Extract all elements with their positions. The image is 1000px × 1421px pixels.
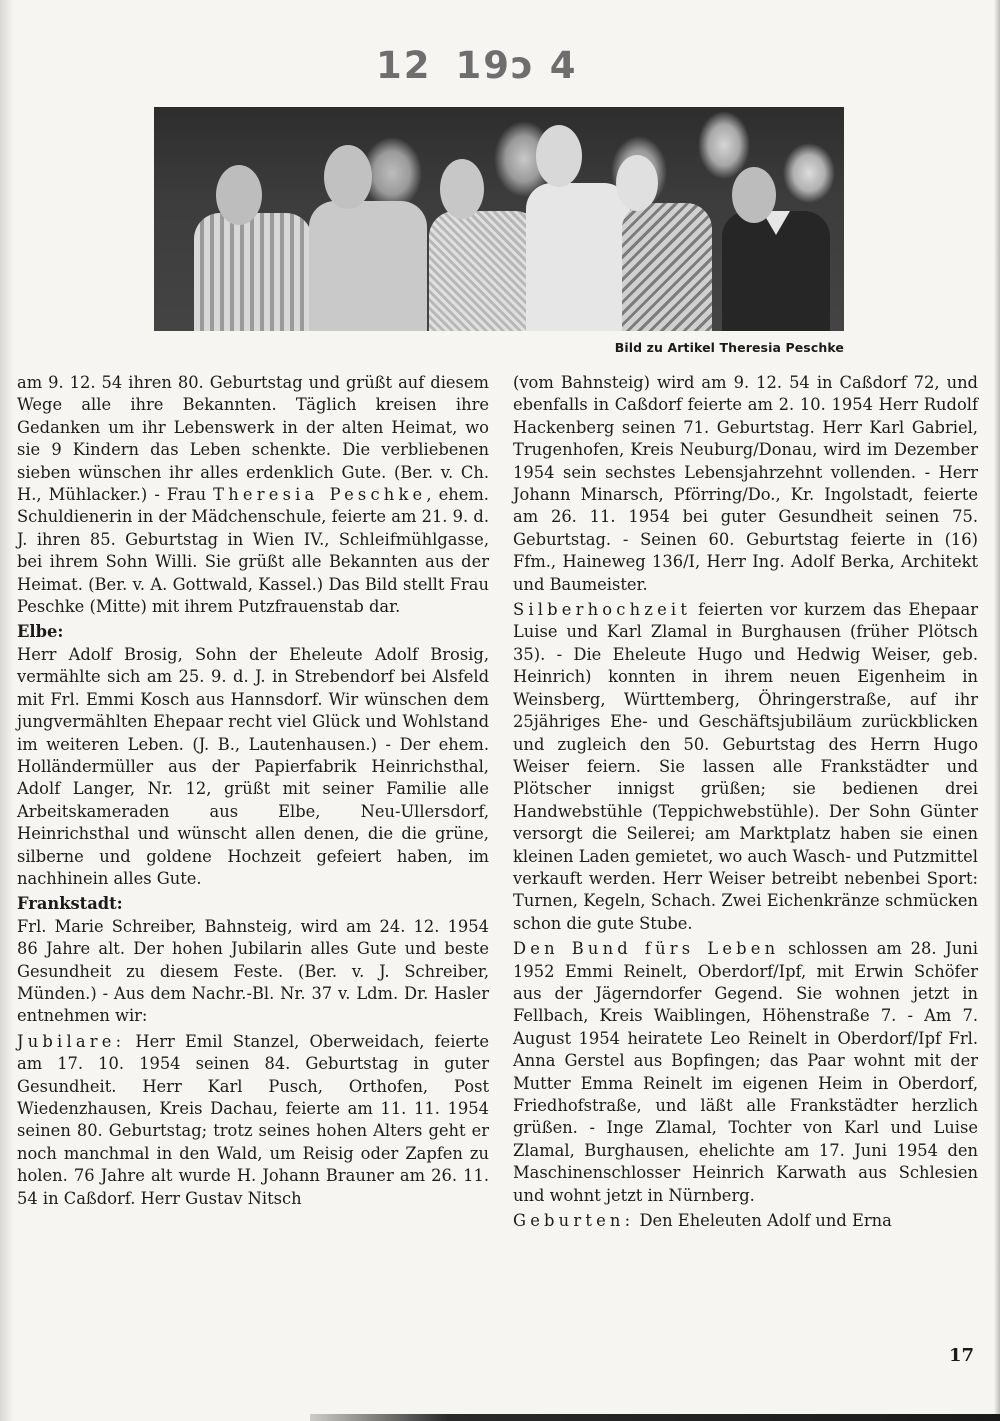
paragraph-birthdays: (vom Bahnsteig) wird am 9. 12. 54 in Caßdorf 72, und ebenfalls in Caßdorf feierte am 2. 10. 1954 Herr Rudolf Hackenberg seinen 71. Geburtstag. Herr Karl Gabriel, Trugenhofen, Kreis Neuburg/Donau, wird im Dezember 1954 sein sechstes Lebensjahrzehnt vollenden. - Herr Johann Minarsch, Pförring/Do., Kr. Ingolstadt, feierte am 26. 11. 1954 bei guter Gesundheit seinen 75. Geburtstag. - Seinen 60. Geburtstag feierte in (16) Ffm., Haineweg 136/I, Herr Ing. Adolf Berka, Architekt und Baumeister. [513,373,978,594]
right-column [513,372,978,1232]
paragraph-elbe: Herr Adolf Brosig, Sohn der Eheleute Adolf Brosig, vermählte sich am 25. 9. d. J. in Strebendorf bei Alsfeld mit Frl. Emmi Kosch aus Hannsdorf. Wir wünschen dem jungvermählten Ehepaar recht viel Glück und Wohlstand im weiteren Leben. (J. B., Lautenhausen.) - Der ehem. Holländermüller aus der Papierfabrik Heinrichsthal, Adolf Langer, Nr. 12, grüßt mit seiner Familie alle Arbeitskameraden aus Elbe, Neu-Ullersdorf, Heinrichsthal und wünscht allen denen, die die grüne, silberne und goldene Hochzeit gefeiert haben, im nachhinein alles Gute. [17,644,489,888]
paragraph-peschke: am 9. 12. 54 ihren 80. Geburtstag und grüßt auf diesem Wege alle ihre Bekannten. Täglich kreisen ihre Gedanken um ihr Lebenswerk in der alten Heimat, wo sie 9 Kindern das Leben schenkte. Die verbliebenen sieben wünschen ihr alles erdenklich Gute. (Ber. v. Ch. H., Mühlacker.) - Frau Theresia Peschke, ehem. Schuldienerin in der Mädchenschule, feierte am 21. 9. d. J. ihren 85. Geburtstag in Wien IV., Schleifmühlgasse, bei ihrem Sohn Willi. Sie grüßt alle Bekannten aus der Heimat. (Ber. v. A. Gottwald, Kassel.) Das Bild stellt Frau Peschke (Mitte) mit ihrem Putzfrauenstab dar. [17,373,489,617]
group-photo [154,107,844,331]
head-6 [732,167,776,223]
person-3 [429,211,541,331]
paragraph-geburten: Geburten: Den Eheleuten Adolf und Erna [513,1211,892,1231]
spaced-label: Den Bund fürs Leben [513,939,780,959]
head-3 [440,159,484,219]
person-4 [526,183,630,331]
page-edge-bottom [310,1414,1000,1421]
head-4 [536,125,582,187]
date-stamp [376,44,578,87]
person-1 [194,213,312,331]
person-2 [309,201,427,331]
paragraph-jubilare: Jubilare: Herr Emil Stanzel, Oberweidach, feierte am 17. 10. 1954 seinen 84. Geburtstag in guter Gesundheit. Herr Karl Pusch, Orthofen, Post Wiedenzhausen, Kreis Dachau, feierte am 11. 11. 1954 seinen 80. Geburtstag; trotz seines hohen Alters geht er noch manchmal in den Wald, um Reisig oder Zapfen zu holen. 76 Jahre alt wurde H. Johann Brauner am 26. 11. 54 in Caßdorf. Herr Gustav Nitsch [17,1031,489,1208]
section-heading-elbe: Elbe: [17,622,64,642]
head-2 [324,145,372,209]
head-1 [216,165,262,225]
paragraph-bund-fuers-leben: Den Bund fürs Leben schlossen am 28. Juni 1952 Emmi Reinelt, Oberdorf/Ipf, mit Erwin Schöfer aus der Jägerndorfer Gegend. Sie wohnen jetzt in Fellbach, Kreis Waiblingen, Höhenstraße 7. - Am 7. August 1954 heiratete Leo Reinelt in Oberdorf/Ipf Frl. Anna Gerstel aus Bopfingen; das Paar wohnt mit der Mutter Emma Reinelt im eigenen Heim in Oberdorf, Friedhofstraße, und läßt alle Frankstädter herzlich grüßen. - Inge Zlamal, Tochter von Karl und Luise Zlamal, Burghausen, ehelichte am 17. Juni 1954 den Maschinenschlosser Heinrich Karwath aus Schlesien und wohnt jetzt in Nürnberg. [513,939,979,1205]
head-5 [616,155,658,211]
spaced-name: Theresia Peschke [213,485,427,505]
person-6 [722,211,830,331]
page-edge-left [0,0,14,1421]
page-number: 17 [948,1345,974,1366]
spaced-label: Silberhochzeit [513,600,692,620]
page-edge-right [994,0,1000,1421]
spaced-label: Geburten: [513,1211,635,1231]
left-column [17,372,489,1210]
photo-caption: Bild zu Artikel Theresia Peschke [614,340,844,355]
section-heading-frankstadt: Frankstadt: [17,894,123,914]
paragraph-frankstadt: Frl. Marie Schreiber, Bahnsteig, wird am 24. 12. 1954 86 Jahre alt. Der hohen Jubilarin alles Gute und beste Gesundheit zu diesem Feste. (Ber. v. J. Schreiber, Münden.) - Aus dem Nachr.-Bl. Nr. 37 v. Ldm. Dr. Hasler entnehmen wir: [17,916,489,1026]
person-5 [622,203,712,331]
stamp-year: 19ɔ 4 [455,44,578,87]
stamp-month: 12 [376,44,432,87]
spaced-label: Jubilare: [17,1031,126,1051]
paragraph-silberhochzeit: Silberhochzeit feierten vor kurzem das Ehepaar Luise und Karl Zlamal in Burghausen (früher Plötsch 35). - Die Eheleute Hugo und Hedwig Weiser, geb. Heinrich) konnten in ihrem neuen Eigenheim in Weinsberg, Württemberg, Öhringerstraße, auf ihr 25jähriges Ehe- und Geschäftsjubiläum zurückblicken und zugleich den 50. Geburtstag des Herrn Hugo Weiser feiern. Sie lassen alle Frankstädter und Plötscher innigst grüßen; sie bedienen drei Handwebstühle (Teppichwebstühle). Der Sohn Günter versorgt die Seilerei; am Marktplatz haben sie einen kleinen Laden gemietet, wo auch Wasch- und Putzmittel verkauft werden. Herr Weiser betreibt nebenbei Sport: Turnen, Kegeln, Schach. Zwei Eichenkränze schmücken schon die gute Stube. [513,600,978,933]
